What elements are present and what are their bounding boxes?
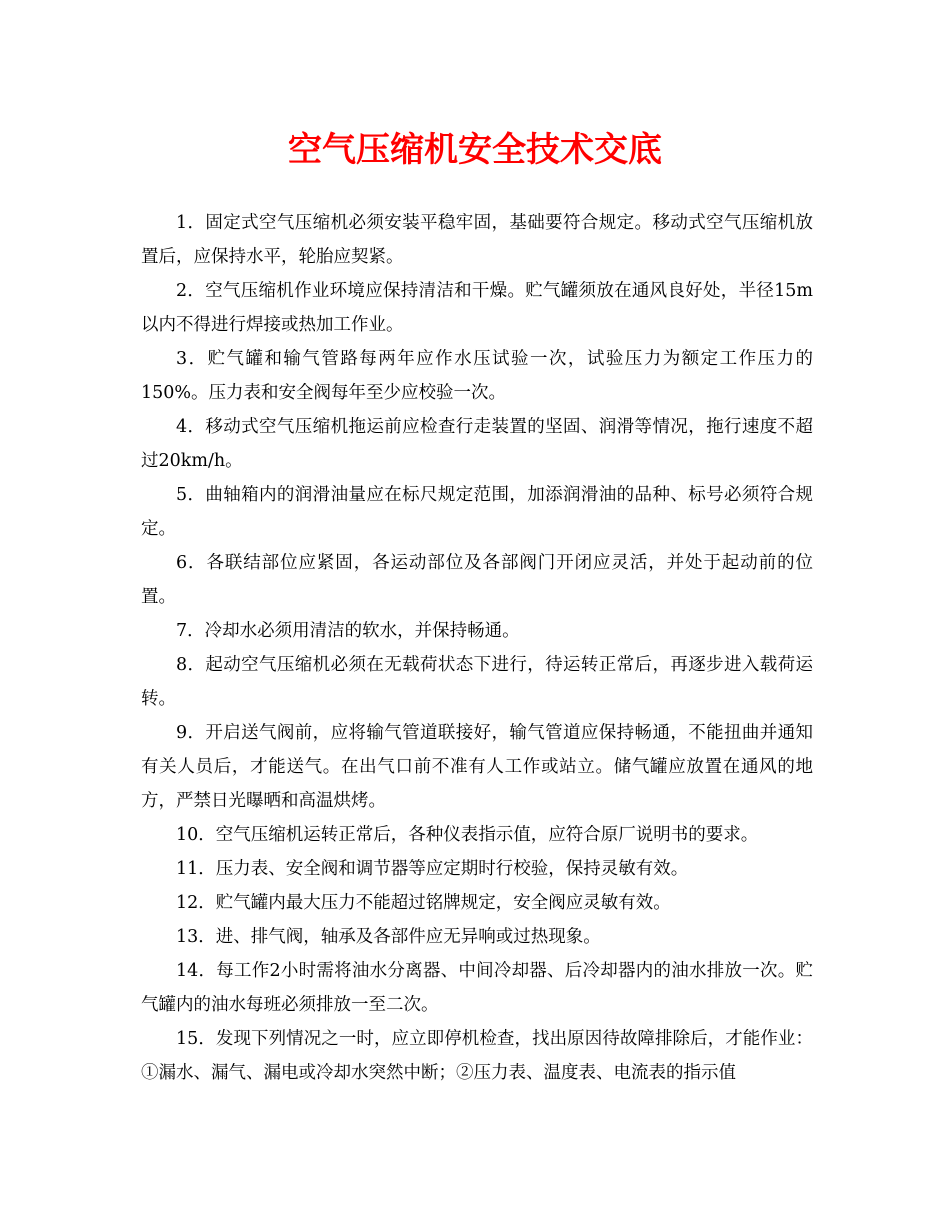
paragraph-1: 1．固定式空气压缩机必须安装平稳牢固，基础要符合规定。移动式空气压缩机放置后，应保持水平，轮胎应契紧。 [141, 213, 813, 267]
paragraph-2: 2．空气压缩机作业环境应保持清洁和干燥。贮气罐须放在通风良好处，半径15m以内不得进行焊接或热加工作业。 [141, 281, 813, 335]
paragraph-8: 8．起动空气压缩机必须在无载荷状态下进行，待运转正常后，再逐步进入载荷运转。 [141, 655, 813, 709]
paragraph-5: 5．曲轴箱内的润滑油量应在标尺规定范围，加添润滑油的品种、标号必须符合规定。 [141, 485, 813, 539]
page-title: 空气压缩机安全技术交底 [288, 130, 662, 170]
paragraph-9: 9．开启送气阀前，应将输气管道联接好，输气管道应保持畅通，不能扭曲并通知有关人员后，才能送气。在出气口前不准有人工作或站立。储气罐应放置在通风的地方，严禁日光曝晒和高温烘烤。 [141, 723, 813, 811]
paragraph-3: 3．贮气罐和输气管路每两年应作水压试验一次，试验压力为额定工作压力的150%。压力表和安全阀每年至少应校验一次。 [141, 349, 813, 403]
paragraph-15: 15．发现下列情况之一时，应立即停机检查，找出原因待故障排除后，才能作业：①漏水、漏气、漏电或冷却水突然中断；②压力表、温度表、电流表的指示值 [141, 1029, 813, 1083]
paragraph-14: 14．每工作2小时需将油水分离器、中间冷却器、后冷却器内的油水排放一次。贮气罐内的油水每班必须排放一至二次。 [141, 961, 813, 1015]
paragraph-6: 6．各联结部位应紧固，各运动部位及各部阀门开闭应灵活，并处于起动前的位置。 [141, 553, 813, 607]
paragraph-4: 4．移动式空气压缩机拖运前应检查行走装置的坚固、润滑等情况，拖行速度不超过20km/h。 [141, 417, 813, 471]
paragraph-11: 11．压力表、安全阀和调节器等应定期时行校验，保持灵敏有效。 [176, 859, 689, 879]
paragraph-13: 13．进、排气阀，轴承及各部件应无异响或过热现象。 [176, 927, 601, 947]
paragraph-12: 12．贮气罐内最大压力不能超过铭牌规定，安全阀应灵敏有效。 [176, 893, 671, 913]
paragraph-7: 7．冷却水必须用清洁的软水，并保持畅通。 [176, 621, 520, 641]
paragraph-10: 10．空气压缩机运转正常后，各种仪表指示值，应符合原厂说明书的要求。 [176, 825, 759, 845]
document-body [141, 206, 813, 1090]
